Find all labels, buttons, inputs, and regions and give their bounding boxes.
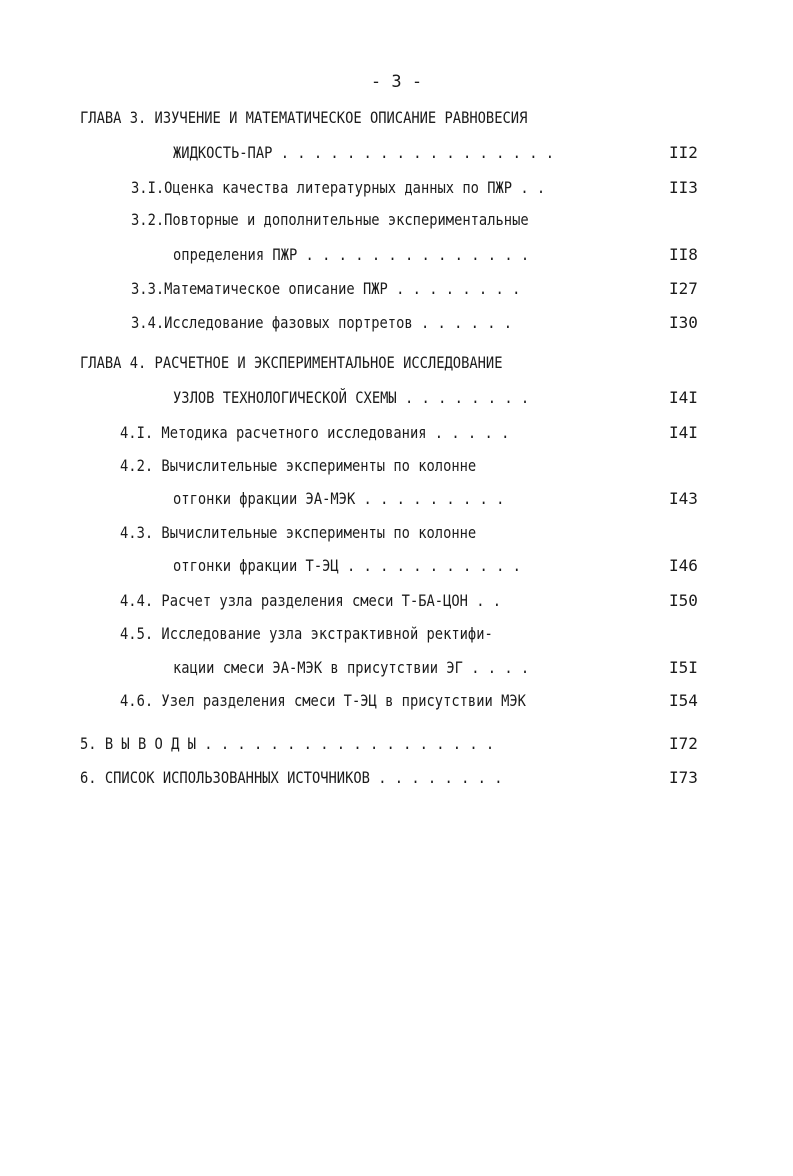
toc-references: 6. СПИСОК ИСПОЛЬЗОВАННЫХ ИСТОЧНИКОВ . . . . . . . . (80, 768, 503, 787)
toc-section-4-3: 4.3. Вычислительные эксперименты по колонне (120, 523, 477, 542)
toc-chapter-4-title: ГЛАВА 4. РАСЧЕТНОЕ И ЭКСПЕРИМЕНТАЛЬНОЕ ИССЛЕДОВАНИЕ (80, 353, 503, 372)
toc-section-4-4: 4.4. Расчет узла разделения смеси Т-БА-ЦОН . . (120, 591, 502, 610)
toc-section-3-3: 3.3.Математическое описание ПЖР . . . . . . . . (131, 279, 521, 298)
toc-chapter-3-title: ГЛАВА 3. ИЗУЧЕНИЕ И МАТЕМАТИЧЕСКОЕ ОПИСАНИЕ РАВНОВЕСИЯ (80, 108, 528, 127)
toc-section-3-1-page: II3 (669, 178, 698, 197)
page-number: - 3 - (370, 72, 423, 92)
toc-section-4-1: 4.I. Методика расчетного исследования . . . . . (120, 423, 510, 442)
toc-section-4-2: 4.2. Вычислительные эксперименты по колонне (120, 456, 477, 475)
toc-section-4-6-page: I54 (669, 691, 698, 710)
toc-section-3-1: 3.I.Оценка качества литературных данных по ПЖР . . (131, 178, 546, 197)
toc-section-3-3-page: I27 (669, 279, 698, 298)
toc-section-4-5-cont: кации смеси ЭА-МЭК в присутствии ЭГ . . . . (173, 658, 530, 677)
toc-section-4-5-page: I5I (669, 658, 698, 677)
toc-section-4-2-page: I43 (669, 489, 698, 508)
toc-section-4-6: 4.6. Узел разделения смеси Т-ЭЦ в присутствии МЭК (120, 691, 526, 710)
toc-section-3-2-cont: определения ПЖР . . . . . . . . . . . . . . (173, 245, 530, 264)
toc-section-3-2-page: II8 (669, 245, 698, 264)
toc-chapter-3-title-cont: ЖИДКОСТЬ-ПАР . . . . . . . . . . . . . . . . . (173, 143, 555, 162)
toc-section-4-4-page: I50 (669, 591, 698, 610)
toc-conclusions-page: I72 (669, 734, 698, 753)
toc-section-3-4-page: I30 (669, 313, 698, 332)
toc-conclusions: 5. В Ы В О Д Ы . . . . . . . . . . . . . . . . . . (80, 734, 495, 753)
toc-section-4-3-cont: отгонки фракции Т-ЭЦ . . . . . . . . . . . (173, 556, 521, 575)
toc-section-4-1-page: I4I (669, 423, 698, 442)
toc-section-4-3-page: I46 (669, 556, 698, 575)
toc-chapter-3-page: II2 (669, 143, 698, 162)
toc-section-3-2: 3.2.Повторные и дополнительные экспериментальные (131, 210, 529, 229)
toc-section-3-4: 3.4.Исследование фазовых портретов . . . . . . (131, 313, 513, 332)
toc-section-4-2-cont: отгонки фракции ЭА-МЭК . . . . . . . . . (173, 489, 505, 508)
toc-chapter-4-page: I4I (669, 388, 698, 407)
toc-section-4-5: 4.5. Исследование узла экстрактивной ректифи- (120, 624, 493, 643)
toc-references-page: I73 (669, 768, 698, 787)
toc-chapter-4-title-cont: УЗЛОВ ТЕХНОЛОГИЧЕСКОЙ СХЕМЫ . . . . . . . . (173, 388, 530, 407)
